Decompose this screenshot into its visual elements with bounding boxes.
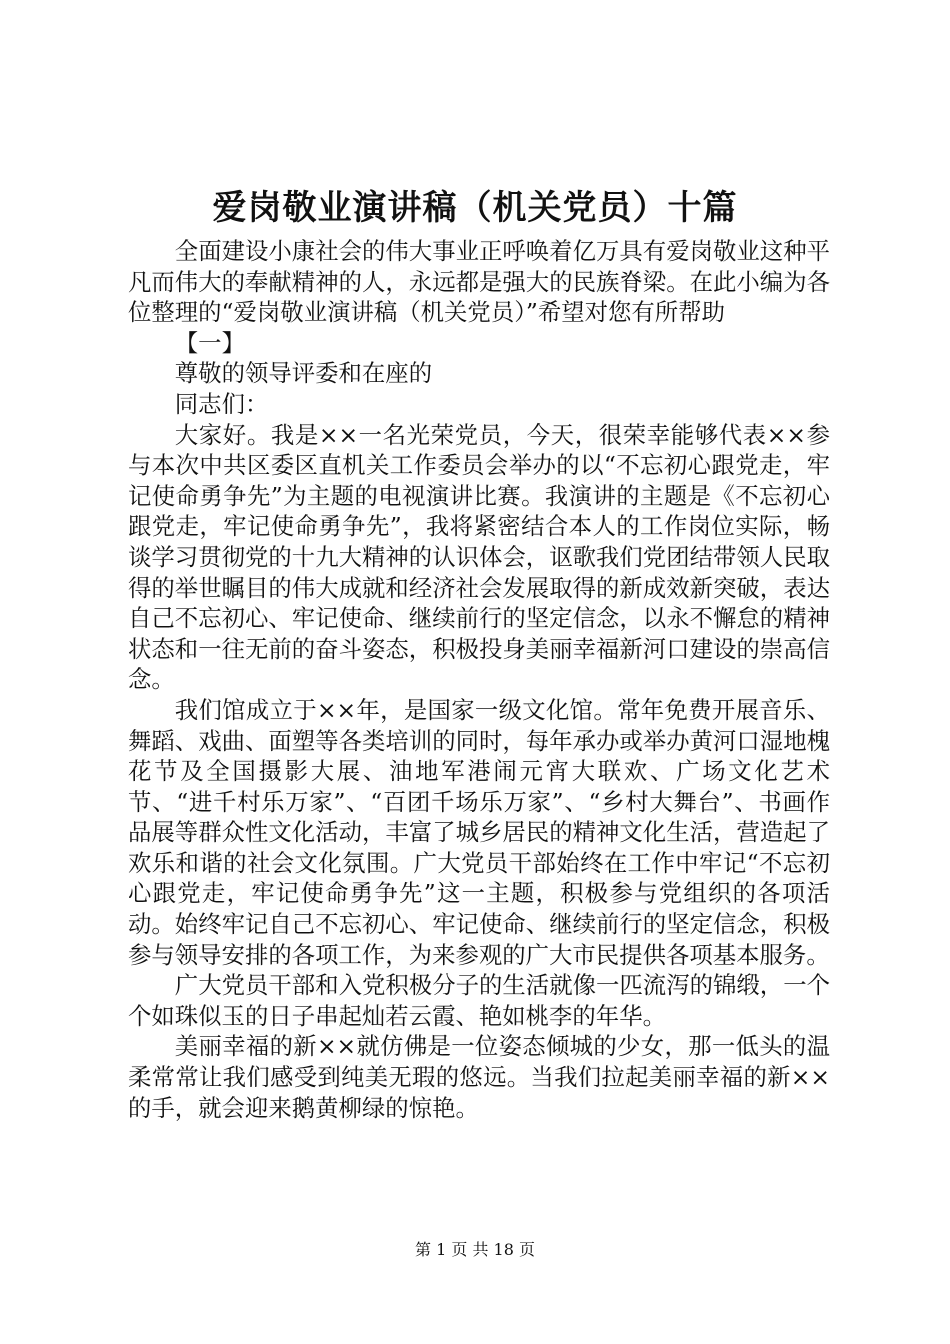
- document-body: [128, 236, 830, 1123]
- salutation-line: 同志们：: [174, 389, 269, 418]
- intro-paragraph: 全面建设小康社会的伟大事业正呼唤着亿万具有爱岗敬业这种平凡而伟大的奉献精神的人，永远都是强大的民族脊梁。在此小编为各位整理的“爱岗敬业演讲稿（机关党员）”希望对您有所帮助: [128, 237, 830, 327]
- salutation-line: 尊敬的领导评委和在座的: [174, 359, 433, 388]
- body-paragraph: 大家好。我是××一名光荣党员，今天，很荣幸能够代表××参与本次中共区委区直机关工作委员会举办的以“不忘初心跟党走，牢记使命勇争先”为主题的电视演讲比赛。我演讲的主题是《不忘初心跟党走，牢记使命勇争先”，我将紧密结合本人的工作岗位实际，畅谈学习贯彻党的十九大精神的认识体会，讴歌我们党团结带领人民取得的举世瞩目的伟大成就和经济社会发展取得的新成效新突破，表达自己不忘初心、牢记使命、继续前行的坚定信念，以永不懈怠的精神状态和一往无前的奋斗姿态，积极投身美丽幸福新河口建设的崇高信念。: [128, 420, 830, 694]
- section-heading: 【一】: [174, 328, 245, 357]
- body-paragraph: 美丽幸福的新××就仿佛是一位姿态倾城的少女，那一低头的温柔常常让我们感受到纯美无瑕的悠远。当我们拉起美丽幸福的新××的手，就会迎来鹅黄柳绿的惊艳。: [128, 1032, 830, 1122]
- page-number-footer: 第 1 页 共 18 页: [415, 1240, 535, 1259]
- body-paragraph: 广大党员干部和入党积极分子的生活就像一匹流泻的锦缎，一个个如珠似玉的日子串起灿若云霞、艳如桃李的年华。: [128, 971, 830, 1030]
- body-paragraph: 我们馆成立于××年，是国家一级文化馆。常年免费开展音乐、舞蹈、戏曲、面塑等各类培训的同时，每年承办或举办黄河口湿地槐花节及全国摄影大展、油地军港闹元宵大联欢、广场文化艺术节、“进千村乐万家”、“百团千场乐万家”、“乡村大舞台”、书画作品展等群众性文化活动，丰富了城乡居民的精神文化生活，营造起了欢乐和谐的社会文化氛围。广大党员干部始终在工作中牢记“不忘初心跟党走，牢记使命勇争先”这一主题，积极参与党组织的各项活动。始终牢记自己不忘初心、牢记使命、继续前行的坚定信念，积极参与领导安排的各项工作，为来参观的广大市民提供各项基本服务。: [128, 695, 830, 969]
- document-title: 爱岗敬业演讲稿（机关党员）十篇: [212, 188, 738, 228]
